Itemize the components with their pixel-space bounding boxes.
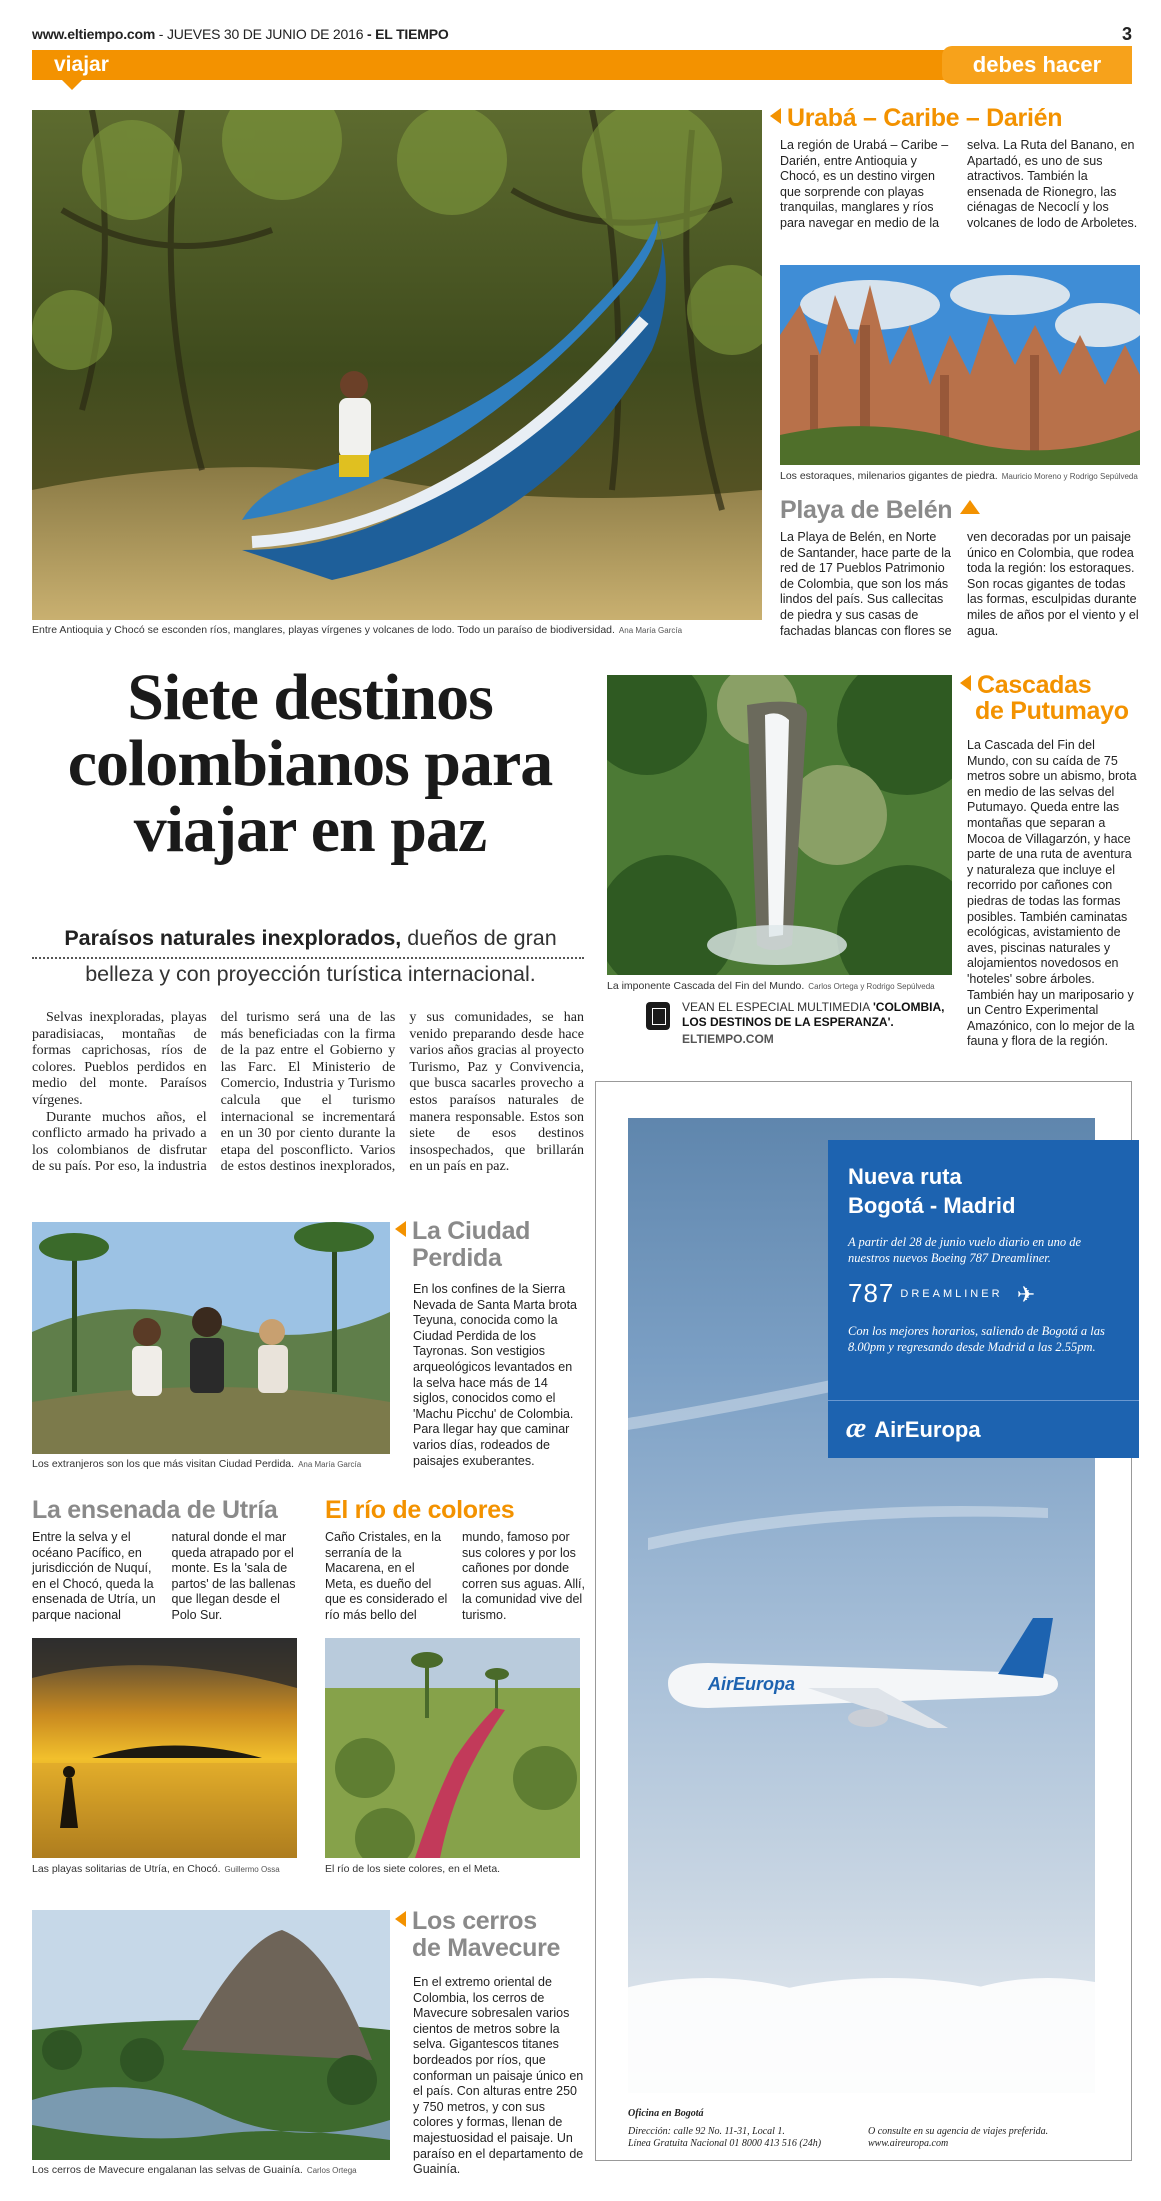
photo-credit: Carlos Ortega [306, 2166, 357, 2175]
triangle-left-icon [770, 108, 781, 124]
ad-title-1: Nueva ruta [848, 1164, 962, 1189]
main-photo [32, 110, 762, 620]
masthead-line: www.eltiempo.com - JUEVES 30 DE JUNIO DE 2016 - EL TIEMPO [32, 26, 449, 42]
ad-address: Dirección: calle 92 No. 11-31, Local 1. [628, 2126, 785, 2137]
putumayo-title-2: de Putumayo [975, 697, 1129, 725]
photo-credit: Ana María García [618, 626, 683, 635]
page-number: 3 [1122, 24, 1133, 44]
belen-heading [780, 497, 980, 524]
promo-url[interactable]: ELTIEMPO.COM [682, 1032, 774, 1046]
mavecure-title-2: de Mavecure [412, 1934, 561, 1962]
section-bar [32, 50, 1132, 80]
ad-phone: Línea Gratuita Nacional 01 8000 413 516 (24h) [628, 2138, 822, 2149]
belen-text: La Playa de Belén, en Norte de Santander, hace parte de la red de 17 Pueblos Patrimonio de Colombia, que son los más lindos del país. Sus callecitas de piedra y sus casas de fachadas blancas con flores se ven decoradas por un paisaje único en Colombia, que rodea toda la región: los estoraques. Son rocas gigantes de todas las formas, esculpidas durante miles de años por el viento y el agua. [780, 530, 1139, 638]
section-tag: debes hacer [942, 46, 1132, 84]
document-icon [646, 1002, 670, 1030]
plane-livery: AirEuropa [708, 1674, 796, 1694]
paper-name: EL TIEMPO [375, 26, 449, 42]
triangle-up-icon [960, 500, 980, 514]
caption-text: Los estoraques, milenarios gigantes de piedra. [780, 470, 998, 482]
mavecure-title-1: Los cerros [412, 1907, 537, 1935]
ciudad-perdida-caption [32, 1458, 402, 1470]
caption-text: La imponente Cascada del Fin del Mundo. [607, 980, 805, 992]
photo-credit: Guillermo Ossa [224, 1865, 280, 1874]
putumayo-photo [607, 675, 952, 975]
rio-heading: El río de colores [325, 1496, 515, 1524]
deck-bold: Paraísos naturales inexplorados, [64, 926, 402, 950]
main-photo-caption [32, 624, 762, 636]
rio-caption [325, 1863, 585, 1875]
body-paragraph: Selvas inexploradas, playas paradisiacas, montañas de formas caprichosas, ríos de colores. Pueblos perdidos en medio del monte. Paraísos vírgenes. [32, 1010, 207, 1108]
site-url[interactable]: www.eltiempo.com [32, 26, 156, 42]
deck [38, 920, 583, 992]
mavecure-photo [32, 1910, 390, 2160]
ad-text-2: Con los mejores horarios, saliendo de Bogotá a las 8.00pm y regresando desde Madrid a las 2.55pm. [848, 1324, 1105, 1354]
putumayo-text: La Cascada del Fin del Mundo, con su caída de 75 metros sobre un abismo, brota en medio de las selvas del Putumayo. Queda entre las montañas que separan a Mocoa de Villagarzón, y hace parte de una ruta de aventura y naturaleza que incluye el recorrido por cañones con piedras de todas las formas posibles. También caminatas ecológicas, avistamiento de aves, piscinas naturales y alojamientos novedosos en 'hoteles' sobre árboles. También hay un mariposario y un Centro Experimental Amazónico, con lo mejor de la fauna y flora de la región. [967, 738, 1137, 1049]
estoraques-photo [780, 265, 1140, 465]
utria-caption [32, 1863, 322, 1875]
ad-text-1: A partir del 28 de junio vuelo diario en uno de nuestros nuevos Boeing 787 Dreamliner. [848, 1235, 1082, 1265]
utria-photo [32, 1638, 297, 1858]
mavecure-heading [395, 1908, 585, 1962]
ad-title-2: Bogotá - Madrid [848, 1193, 1016, 1218]
aireuropa-logo[interactable] [828, 1400, 1139, 1458]
mavecure-caption [32, 2164, 402, 2176]
ciudad-perdida-heading [395, 1218, 585, 1272]
ad-promo-box[interactable] [828, 1140, 1139, 1400]
mavecure-text: En el extremo oriental de Colombia, los cerros de Mavecure sobresalen varios cientos de metros sobre la selva. Gigantescos titanes bordeados por ríos, que conforman un paisaje único en el país. Con alturas entre 250 y 750 metros, y con sus colores y formas, llenan de majestuosidad el paisaje. Un paraíso en el departamento de Guainía. [413, 1975, 584, 2177]
dreamliner-logo: 787 DREAMLINER ✈ [848, 1278, 1036, 1308]
caption-text: Los extranjeros son los que más visitan Ciudad Perdida. [32, 1458, 295, 1470]
ciudad-perdida-photo [32, 1222, 390, 1454]
caption-text: Las playas solitarias de Utría, en Chocó. [32, 1863, 221, 1875]
triangle-left-icon [395, 1911, 406, 1927]
deck-rest: dueños de gran belleza y con proyección turística internacional. [85, 926, 557, 986]
utria-text: Entre la selva y el océano Pacífico, en jurisdicción de Nuquí, en el Chocó, queda la ensenada de Utría, un parque nacional natural donde el mar queda atrapado por el monte. Es la 'sala de partos' de las ballenas que llegan desde el Polo Sur. [32, 1530, 296, 1622]
putumayo-caption [607, 980, 967, 992]
promo-text: VEAN EL ESPECIAL MULTIMEDIA 'COLOMBIA, LOS DESTINOS DE LA ESPERANZA'. [682, 1000, 945, 1029]
putumayo-heading [960, 672, 1140, 724]
caption-text: Entre Antioquia y Chocó se esconden ríos, manglares, playas vírgenes y volcanes de lodo. Todo un paraíso de biodiversidad. [32, 624, 615, 636]
ad-office-title: Oficina en Bogotá [628, 2108, 704, 2119]
ad-web[interactable]: www.aireuropa.com [868, 2138, 949, 2149]
article-body [32, 1010, 584, 1190]
triangle-left-icon [960, 675, 971, 691]
body-paragraph: Durante muchos años, el conflicto armado ha privado a los colombianos de disfrutar de su país. Por eso, la industria del turismo será una de las más beneficiadas con la firma de la paz entre el Gobierno y las Farc. El Ministerio de Comercio, Industria y Turismo calcula que el turismo internacional se incrementará en un 30 por ciento durante la etapa del posconflicto. Varios de estos destinos inexplorados, y sus comunidades, se han venido preparando desde hace varios años gracias al proyecto Turismo, Paz y Convivencia, que busca sacarles provecho a estos paraísos naturales de manera responsable. Estos son siete de esos destinos insospechados, que brillarán en un país en paz. [32, 1010, 584, 1175]
triangle-left-icon [395, 1221, 406, 1237]
photo-credit: Ana María García [298, 1460, 362, 1469]
issue-date: JUEVES 30 DE JUNIO DE 2016 [166, 26, 364, 42]
rio-text: Caño Cristales, en la serranía de la Macarena, en el Meta, es dueño del que es considerado el río más bello del mundo, famoso por sus colores y por los cañones por donde corren sus aguas. Allí, la comunidad vive del turismo. [325, 1530, 585, 1622]
putumayo-title-1: Cascadas [977, 671, 1092, 699]
uraba-title: Urabá – Caribe – Darién [787, 104, 1063, 132]
photo-credit: Mauricio Moreno y Rodrigo Sepúlveda [1001, 472, 1138, 481]
aireuropa-mark-icon: æ [846, 1413, 867, 1444]
estoraques-caption [780, 470, 1150, 482]
ciudad-title-2: Perdida [412, 1244, 502, 1272]
ad-agency: O consulte en su agencia de viajes preferida. [868, 2126, 1049, 2137]
section-label: viajar [54, 53, 109, 76]
uraba-heading [770, 105, 1062, 131]
ciudad-perdida-text: En los confines de la Sierra Nevada de Santa Marta brota Teyuna, conocida como la Ciudad Perdida de los Tayronas. Son vestigios arqueológicos levantados en la selva hace más de 14 siglos, conocidos como el 'Machu Picchu' de Colombia. Para llegar hay que caminar varios días, rodeados de paisajes exuberantes. [413, 1282, 577, 1468]
utria-heading: La ensenada de Utría [32, 1496, 278, 1524]
caption-text: El río de los siete colores, en el Meta. [325, 1863, 501, 1875]
caption-text: Los cerros de Mavecure engalanan las selvas de Guainía. [32, 2164, 303, 2176]
photo-credit: Carlos Ortega y Rodrigo Sepúlveda [808, 982, 935, 991]
uraba-text: La región de Urabá – Caribe – Darién, entre Antioquia y Chocó, es un destino virgen que sorprende con playas tranquilas, manglares y ríos para navegar en medio de la selva. La Ruta del Banano, en Apartadó, es uno de sus atractivos. También la ensenada de Rionegro, las ciénagas de Necoclí y los volcanes de lodo de Arboletes. [780, 138, 1138, 230]
ciudad-title-1: La Ciudad [412, 1217, 531, 1245]
section-pointer [62, 80, 82, 90]
airplane-icon: ✈ [1016, 1282, 1036, 1307]
headline: Siete destinos colombianos para viajar en paz [67, 661, 553, 866]
aireuropa-wordmark: AirEuropa [874, 1417, 981, 1442]
belen-title: Playa de Belén [780, 496, 953, 524]
rio-photo [325, 1638, 580, 1858]
